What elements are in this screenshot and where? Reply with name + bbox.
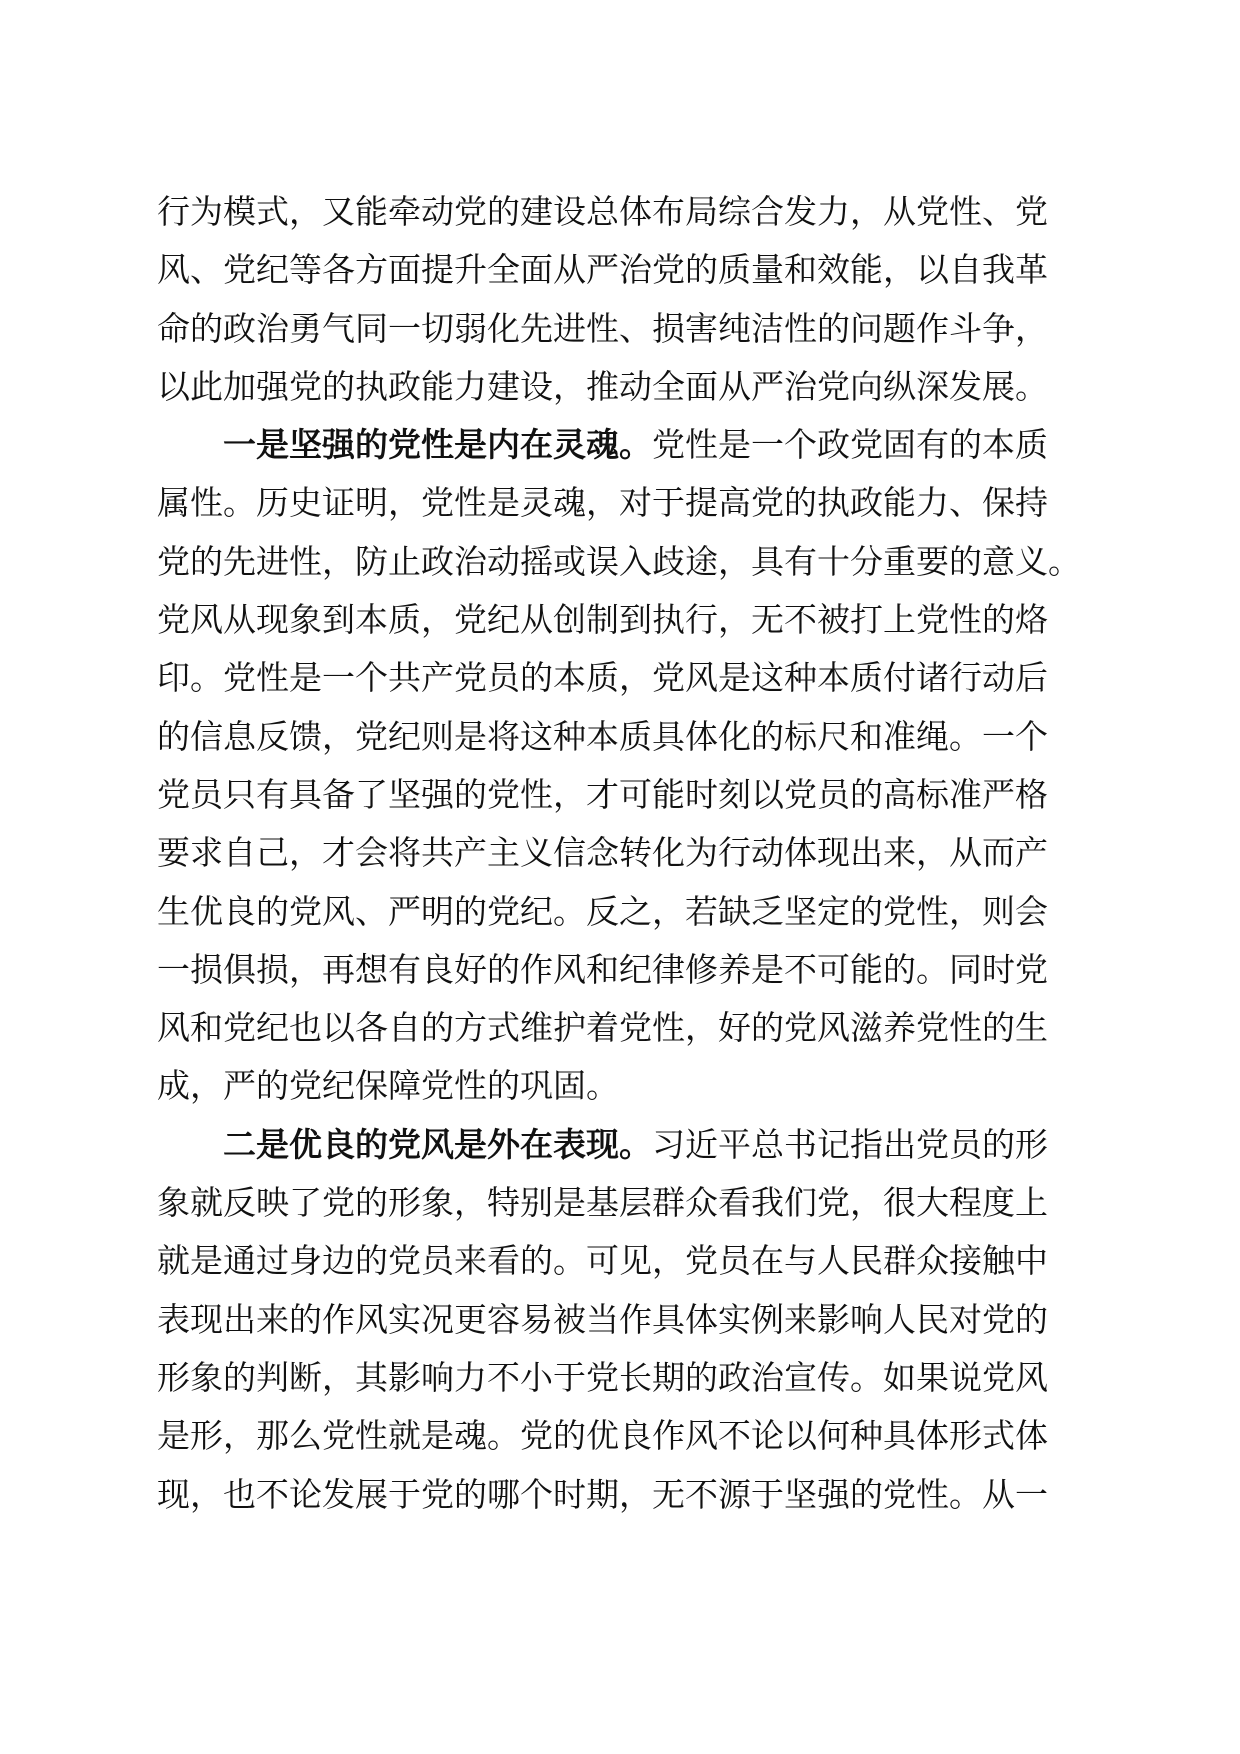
text-line: 风和党纪也以各自的方式维护着党性，好的党风滋养党性的生: [157, 1008, 1048, 1048]
body-text: [157, 183, 1081, 1524]
text-line: 形象的判断，其影响力不小于党长期的政治宣传。如果说党风: [157, 1357, 1048, 1397]
text-line: 的信息反馈，党纪则是将这种本质具体化的标尺和准绳。一个: [157, 716, 1048, 756]
text-line: 风、党纪等各方面提升全面从严治党的质量和效能，以自我革: [157, 250, 1048, 290]
text-line: 党的先进性，防止政治动摇或误入歧途，具有十分重要的意义。: [157, 541, 1081, 581]
text-line: 属性。历史证明，党性是灵魂，对于提高党的执政能力、保持: [157, 483, 1048, 523]
text-line: 表现出来的作风实况更容易被当作具体实例来影响人民对党的: [157, 1299, 1048, 1339]
text-line: 党员只有具备了坚强的党性，才可能时刻以党员的高标准严格: [157, 774, 1048, 814]
text-line: 就是通过身边的党员来看的。可见，党员在与人民群众接触中: [157, 1241, 1048, 1281]
section-lead-heading: 二是优良的党风是外在表现。: [223, 1124, 652, 1164]
text-line: 象就反映了党的形象，特别是基层群众看我们党，很大程度上: [157, 1183, 1048, 1223]
paragraph-intro-continuation: [157, 183, 1048, 416]
paragraph-party-spirit: [157, 416, 1081, 1116]
text-line-last: 成，严的党纪保障党性的巩固。: [157, 1066, 619, 1106]
text-line: 党风从现象到本质，党纪从创制到执行，无不被打上党性的烙: [157, 600, 1048, 640]
text-span: 党性是一个政党固有的本质: [652, 425, 1048, 465]
text-line: 印。党性是一个共产党员的本质，党风是这种本质付诸行动后: [157, 658, 1048, 698]
text-line: 生优良的党风、严明的党纪。反之，若缺乏坚定的党性，则会: [157, 891, 1048, 931]
text-line: 一损俱损，再想有良好的作风和纪律修养是不可能的。同时党: [157, 949, 1048, 989]
text-line: 现，也不论发展于党的哪个时期，无不源于坚强的党性。从一: [157, 1474, 1048, 1514]
text-line: 要求自己，才会将共产主义信念转化为行动体现出来，从而产: [157, 833, 1048, 873]
section-lead-heading: 一是坚强的党性是内在灵魂。: [223, 425, 652, 465]
paragraph-party-style: [157, 1116, 1048, 1524]
text-line: 命的政治勇气同一切弱化先进性、损害纯洁性的问题作斗争，: [157, 308, 1048, 348]
text-span: 习近平总书记指出党员的形: [652, 1124, 1048, 1164]
text-line: 以此加强党的执政能力建设，推动全面从严治党向纵深发展。: [157, 366, 1048, 406]
text-line-first: [157, 1116, 1048, 1174]
text-line: 是形，那么党性就是魂。党的优良作风不论以何种具体形式体: [157, 1416, 1048, 1456]
text-line-first: [157, 416, 1048, 474]
text-line: 行为模式，又能牵动党的建设总体布局综合发力，从党性、党: [157, 192, 1048, 231]
